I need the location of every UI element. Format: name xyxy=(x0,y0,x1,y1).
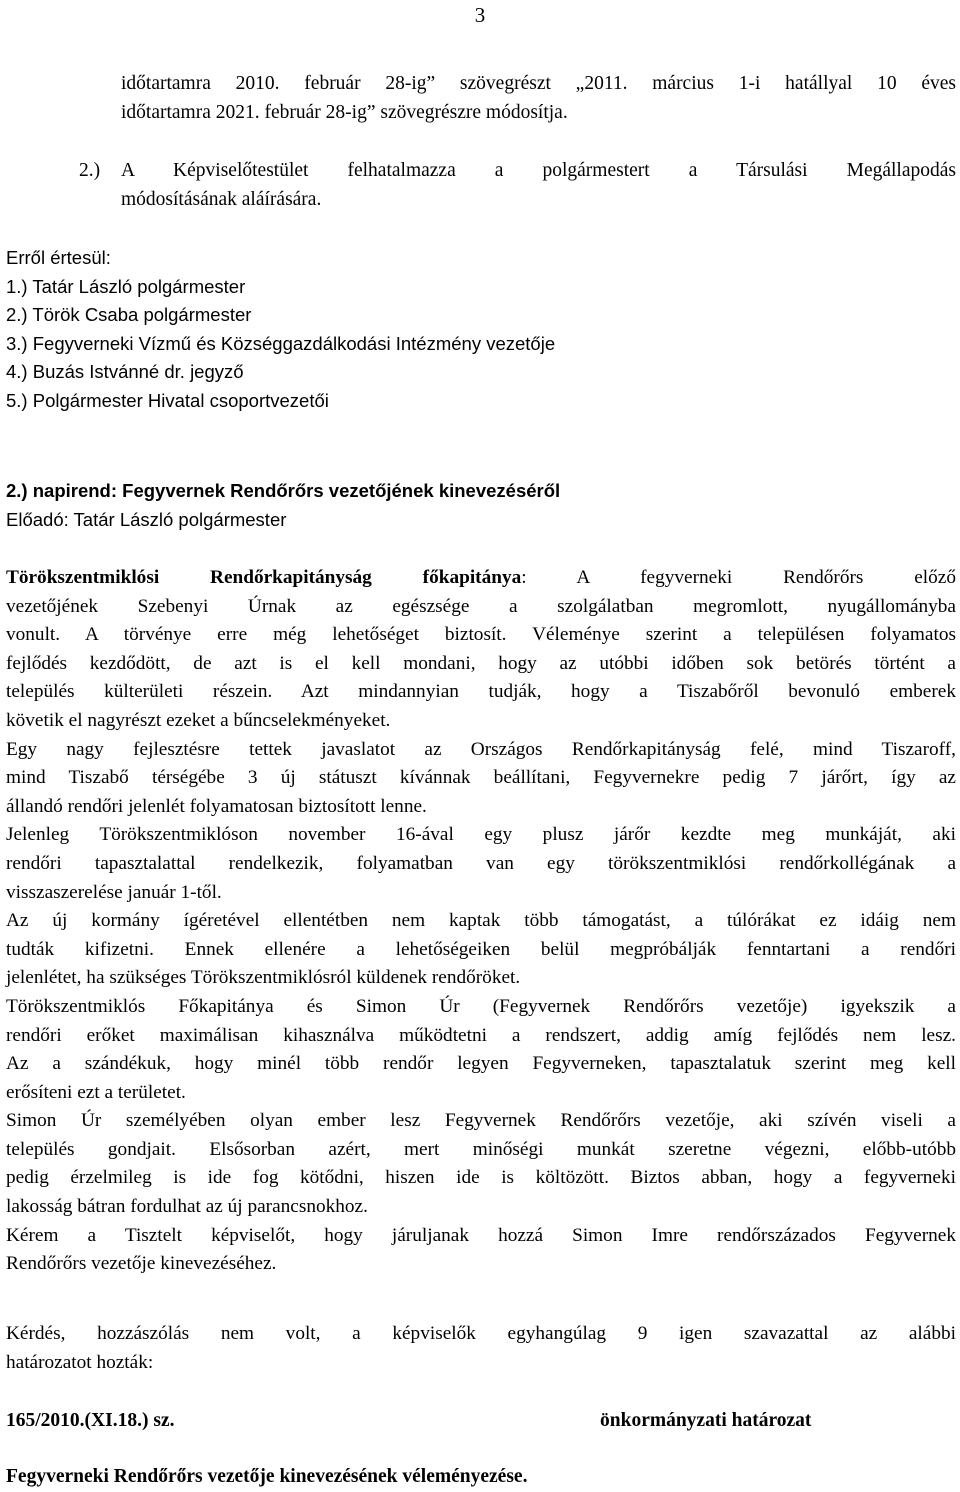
body-line: település külterületi részein. Azt mindannyian tudják, hogy a Tiszabőről bevonuló emberek xyxy=(6,681,956,703)
body-line: tudták kifizetni. Ennek ellenére a lehetőségeiken belül megpróbálják fenntartani a rendőri xyxy=(6,938,956,960)
speaker-name: Törökszentmiklósi Rendőrkapitányság főkapitánya xyxy=(6,567,522,588)
body-line: Simon Úr személyében olyan ember lesz Fegyvernek Rendőrőrs vezetője, aki szívén viseli a xyxy=(6,1110,956,1132)
resolution-type: önkormányzati határozat xyxy=(600,1410,812,1431)
body-line: Kérem a Tisztelt képviselőt, hogy járuljanak hozzá Simon Imre rendőrszázados Fegyvernek xyxy=(6,1224,956,1246)
body-line: visszaszerelése január 1-től. xyxy=(6,881,222,903)
notify-item: 1.) Tatár László polgármester xyxy=(6,275,246,297)
notify-item: 4.) Buzás Istvánné dr. jegyző xyxy=(6,361,244,383)
body-line: lakosság bátran fordulhat az új parancsnokhoz. xyxy=(6,1196,368,1218)
body-line: állandó rendőri jelenlét folyamatosan biztosított lenne. xyxy=(6,795,427,817)
point-number: 2.) xyxy=(79,160,101,181)
body-line: rendőri tapasztalattal rendelkezik, folyamatban van egy törökszentmiklósi rendőrkollégának a xyxy=(6,852,956,874)
body-line: rendőri erőket maximálisan kihasználva működtetni a rendszert, addig amíg fejlődés nem lesz. xyxy=(6,1024,956,1046)
body-text xyxy=(6,564,956,1279)
intro-paragraph xyxy=(121,70,956,127)
point-line: A Képviselőtestület felhatalmazza a polgármestert a Társulási Megállapodás xyxy=(121,160,956,181)
notify-item: 5.) Polgármester Hivatal csoportvezetői xyxy=(6,389,329,411)
body-line: jelenlétet, ha szükséges Törökszentmiklósról küldenek rendőröket. xyxy=(6,967,521,989)
body-line: Rendőrőrs vezetője kinevezéséhez. xyxy=(6,1253,277,1275)
body-line: Az új kormány ígéretével ellentétben nem kaptak több támogatást, a túlórákat ez idáig nem xyxy=(6,910,956,932)
notification-list xyxy=(6,244,956,416)
page-number: 3 xyxy=(474,3,486,27)
body-line: pedig érzelmileg is ide fog kötődni, hiszen ide is költözött. Biztos abban, hogy a fegyverneki xyxy=(6,1167,956,1189)
body-line: követik el nagyrészt ezeket a bűncselekményeket. xyxy=(6,709,391,731)
body-line: vezetőjének Szebenyi Úrnak az egészsége a szolgálatban megromlott, nyugállományba xyxy=(6,595,956,617)
agenda-presenter: Előadó: Tatár László polgármester xyxy=(6,508,287,530)
speaker-text: : A fegyverneki Rendőrőrs előző xyxy=(521,567,957,588)
resolution-header xyxy=(6,1407,956,1435)
body-line: fejlődés kezdődött, de azt is el kell mondani, hogy az utóbbi időben sok betörés történt a xyxy=(6,652,956,674)
agenda-title: 2.) napirend: Fegyvernek Rendőrőrs vezetőjének kinevezéséről xyxy=(6,480,561,501)
vote-line: határozatot hozták: xyxy=(6,1351,154,1373)
vote-paragraph xyxy=(6,1320,956,1377)
resolution-number: 165/2010.(XI.18.) sz. xyxy=(6,1410,175,1431)
body-first-line xyxy=(6,564,956,593)
agenda-section xyxy=(6,477,956,534)
resolution-subject: Fegyverneki Rendőrőrs vezetője kinevezésének véleményezése. xyxy=(6,1466,528,1487)
vote-line: Kérdés, hozzászólás nem volt, a képviselők egyhangúlag 9 igen szavazattal az alábbi xyxy=(6,1323,956,1344)
intro-line: időtartamra 2010. február 28-ig” szövegrészt „2011. március 1-i hatállyal 10 éves xyxy=(121,73,956,94)
intro-line: időtartamra 2021. február 28-ig” szövegrészre módosítja. xyxy=(121,101,568,123)
body-line: Az a szándékuk, hogy minél több rendőr legyen Fegyverneken, tapasztalatuk szerint meg kell xyxy=(6,1053,956,1075)
body-line: vonult. A törvénye erre még lehetőséget biztosít. Véleménye szerint a településen folyamatos xyxy=(6,624,956,646)
notify-heading: Erről értesül: xyxy=(6,247,111,268)
body-line: Egy nagy fejlesztésre tettek javaslatot az Országos Rendőrkapitányság felé, mind Tiszaroff, xyxy=(6,738,956,760)
body-line: Törökszentmiklós Főkapitánya és Simon Úr (Fegyvernek Rendőrőrs vezetője) igyekszik a xyxy=(6,995,956,1017)
body-line: mind Tiszabő térségébe 3 új státuszt kívánnak beállítani, Fegyvernekre pedig 7 járőrt, így az xyxy=(6,767,956,789)
notify-item: 2.) Török Csaba polgármester xyxy=(6,304,252,326)
body-line: település gondjait. Elsősorban azért, mert minőségi munkát szeretne végezni, előbb-utóbb xyxy=(6,1138,956,1160)
point-line: módosításának aláírására. xyxy=(121,188,322,210)
notify-item: 3.) Fegyverneki Vízmű és Községgazdálkodási Intézmény vezetője xyxy=(6,332,556,354)
body-line: Jelenleg Törökszentmiklóson november 16-ával egy plusz járőr kezdte meg munkáját, aki xyxy=(6,824,956,846)
body-line: erősíteni ezt a területet. xyxy=(6,1081,186,1103)
